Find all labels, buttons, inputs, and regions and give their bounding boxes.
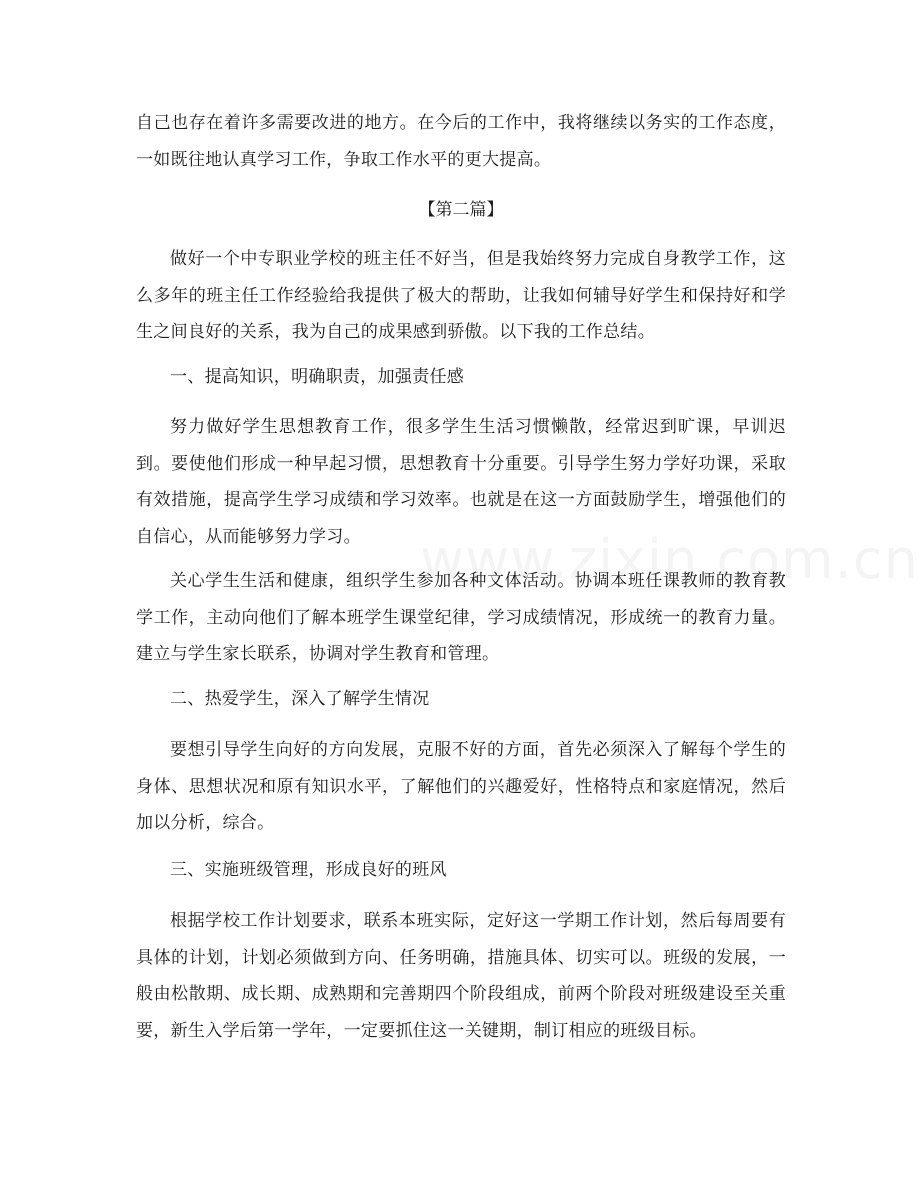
- subheading-two: 二、热爱学生，深入了解学生情况: [170, 689, 430, 709]
- paragraph-opening: 做好一个中专职业学校的班主任不好当，但是我始终努力完成自身教学工作，这么多年的班主任工作经验给我提供了极大的帮助，让我如何辅导好学生和保持好和学生之间良好的关系，我为自己的成果感到骄傲。以下我的工作总结。: [136, 249, 786, 342]
- paragraph-two: 要想引导学生向好的方向发展，克服不好的方面，首先必须深入了解每个学生的身体、思想状况和原有知识水平，了解他们的兴趣爱好，性格特点和家庭情况，然后加以分析，综合。: [136, 740, 786, 833]
- subheading-one: 一、提高知识，明确职责，加强责任感: [170, 367, 465, 387]
- paragraph-one-b: 关心学生生活和健康，组织学生参加各种文体活动。协调本班任课教师的教育教学工作，主动向他们了解本班学生课堂纪律，学习成绩情况，形成统一的教育力量。建立与学生家长联系，协调对学生教育和管理。: [136, 571, 786, 664]
- intro-paragraph: 自己也存在着许多需要改进的地方。在今后的工作中，我将继续以务实的工作态度，一如既往地认真学习工作，争取工作水平的更大提高。: [136, 113, 786, 170]
- subheading-three: 三、实施班级管理，形成良好的班风: [170, 860, 447, 880]
- paragraph-three: 根据学校工作计划要求，联系本班实际，定好这一学期工作计划，然后每周要有具体的计划，计划必须做到方向、任务明确，措施具体、切实可以。班级的发展，一般由松散期、成长期、成熟期和完善期四个阶段组成，前两个阶段对班级建设至关重要，新生入学后第一学年，一定要抓住这一关键期，制订相应的班级目标。: [136, 911, 786, 1041]
- paragraph-one-a: 努力做好学生思想教育工作，很多学生生活习惯懒散，经常迟到旷课，早训迟到。要使他们形成一种早起习惯，思想教育十分重要。引导学生努力学好功课，采取有效措施，提高学生学习成绩和学习效率。也就是在这一方面鼓励学生，增强他们的自信心，从而能够努力学习。: [136, 417, 786, 547]
- watermark-text: [420, 528, 919, 591]
- section-title: 【第二篇】: [418, 200, 504, 220]
